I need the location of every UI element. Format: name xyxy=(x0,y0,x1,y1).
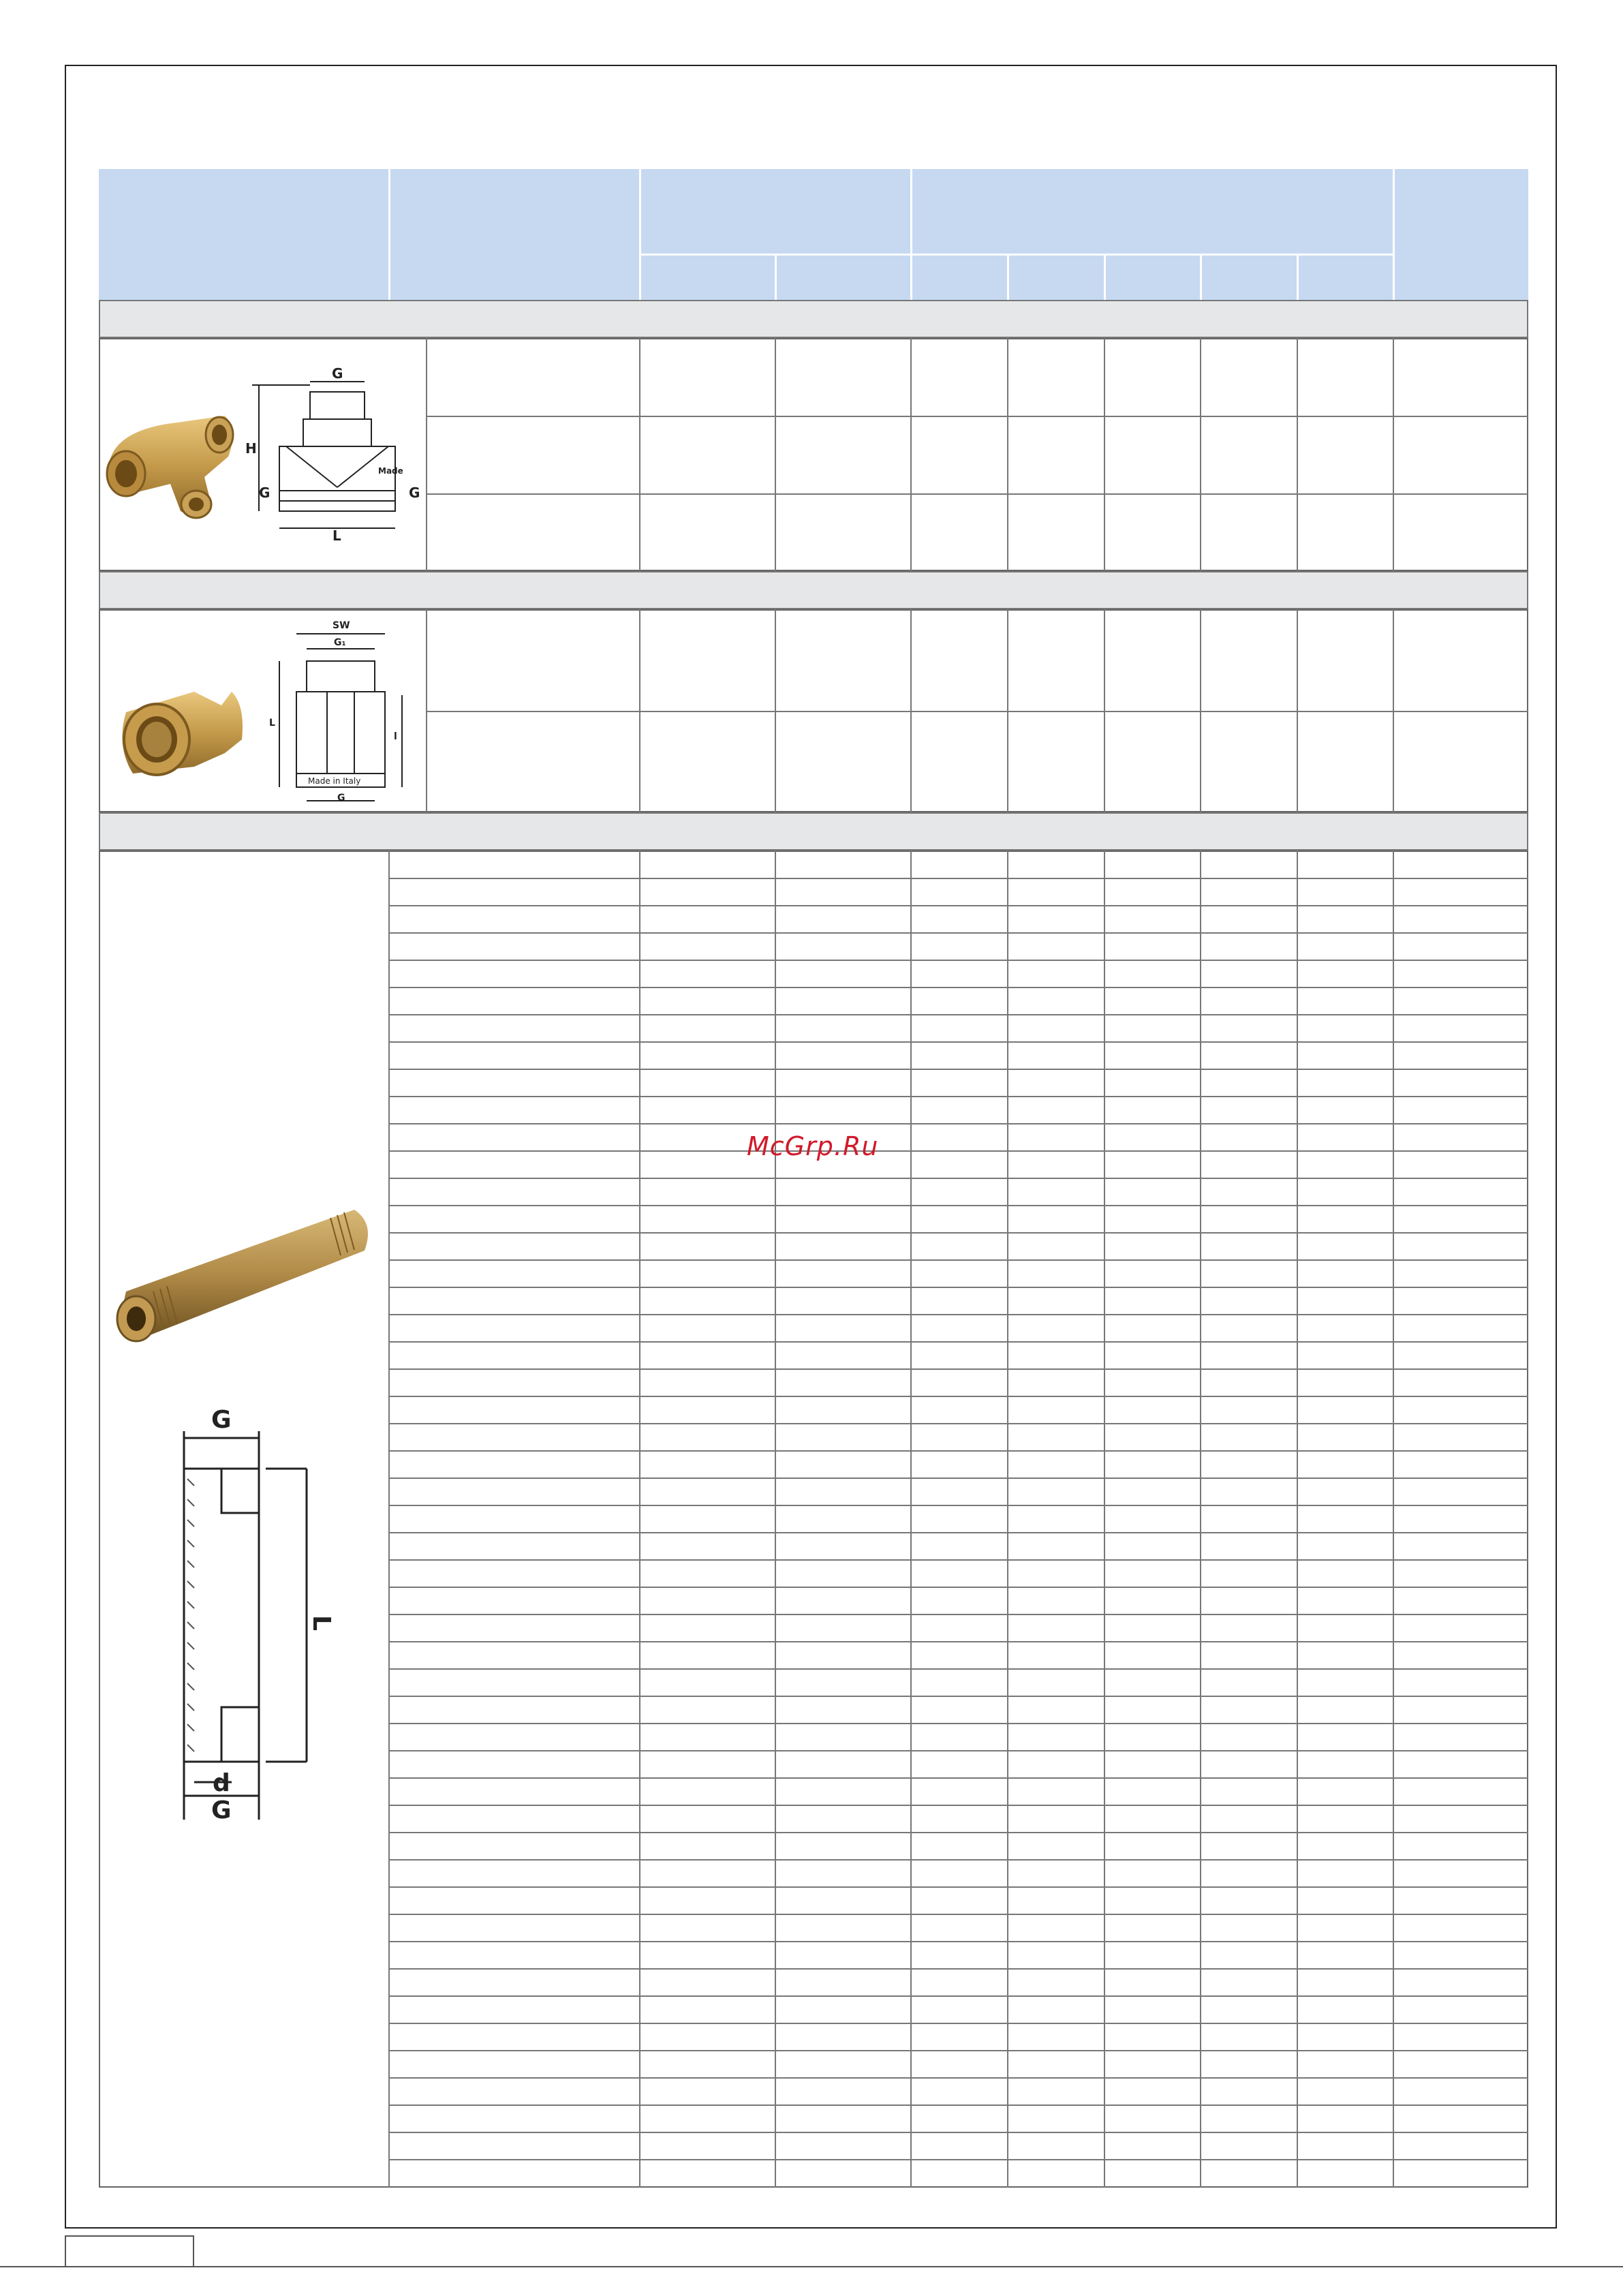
table-row xyxy=(388,1886,1528,1888)
table-row xyxy=(388,1232,1528,1234)
section-band-tee xyxy=(99,300,1528,338)
tee-label-stamp: Made xyxy=(378,466,403,476)
table-row xyxy=(388,1832,1528,1833)
brass-nipple-photo xyxy=(112,1196,378,1353)
tee-label-length: L xyxy=(333,527,341,544)
grid-column-line xyxy=(639,851,640,2188)
table-row xyxy=(388,878,1528,879)
table-row xyxy=(388,1423,1528,1424)
table-row xyxy=(388,1777,1528,1779)
table-row xyxy=(388,1368,1528,1370)
table-row xyxy=(388,960,1528,961)
table-row xyxy=(388,1995,1528,1997)
table-row xyxy=(388,1559,1528,1561)
tee-technical-drawing xyxy=(245,365,426,542)
table-row xyxy=(388,1587,1528,1588)
table-row xyxy=(388,1123,1528,1124)
table-row xyxy=(388,1287,1528,1288)
table-row xyxy=(388,1805,1528,1806)
grid-column-line xyxy=(1393,851,1394,2188)
nipple-label-length: L xyxy=(307,1615,335,1631)
watermark-text: McGrp.Ru xyxy=(747,1131,879,1161)
table-row xyxy=(388,2132,1528,2133)
table-row xyxy=(388,1696,1528,1697)
table-row xyxy=(388,2159,1528,2160)
tee-label-right: G xyxy=(409,485,420,501)
tee-label-left: G xyxy=(259,485,270,501)
grid-column-line xyxy=(1007,851,1008,2188)
reducer-label-top: SW xyxy=(333,620,350,631)
tee-label-top: G xyxy=(332,365,343,382)
table-row xyxy=(388,1641,1528,1642)
table-row xyxy=(388,1205,1528,1206)
nipple-label-inner: d xyxy=(213,1769,230,1797)
table-row xyxy=(388,1259,1528,1261)
table-row xyxy=(388,1314,1528,1315)
table-row xyxy=(388,2077,1528,2079)
table-row xyxy=(388,1478,1528,1479)
grid-column-line xyxy=(1104,851,1105,2188)
table-row xyxy=(388,1968,1528,1970)
table-row xyxy=(388,1396,1528,1397)
nipple-technical-drawing xyxy=(157,1404,335,1833)
reducer-label-thread: G₁ xyxy=(334,637,346,648)
brass-reducer-photo xyxy=(112,664,249,787)
grid-column-line xyxy=(1200,851,1201,2188)
tee-label-height: H xyxy=(245,440,257,457)
table-row xyxy=(388,1096,1528,1097)
reducer-label-stamp: Made in Italy xyxy=(308,776,361,786)
table-row xyxy=(388,1341,1528,1343)
table-row xyxy=(388,1859,1528,1861)
table-row xyxy=(388,1450,1528,1452)
table-row xyxy=(388,1069,1528,1070)
reducer-label-bottom: G xyxy=(337,793,345,803)
grid-column-line xyxy=(1297,851,1298,2188)
table-row xyxy=(388,932,1528,934)
grid-column-line xyxy=(910,851,912,2188)
table-row xyxy=(388,1750,1528,1751)
table-row xyxy=(388,905,1528,906)
table-row xyxy=(388,1041,1528,1043)
section-band-nipple xyxy=(99,812,1528,851)
table-row xyxy=(388,1668,1528,1670)
nipple-label-top: G xyxy=(211,1406,232,1434)
table-row xyxy=(388,2023,1528,2024)
table-row xyxy=(388,2104,1528,2106)
table-row xyxy=(388,1150,1528,1152)
table-row xyxy=(388,1723,1528,1724)
grid-column-line xyxy=(388,851,390,2188)
table-row xyxy=(388,1532,1528,1533)
table-row xyxy=(388,1178,1528,1179)
table-row xyxy=(388,1505,1528,1506)
table-row xyxy=(388,1941,1528,1942)
reducer-technical-drawing xyxy=(266,613,419,808)
nipple-label-bottom: G xyxy=(211,1796,232,1824)
grid-column-line xyxy=(775,851,776,2188)
section-band-reducer xyxy=(99,571,1528,609)
reducer-label-length: L xyxy=(269,718,275,729)
table-row xyxy=(388,2050,1528,2051)
brass-tee-photo xyxy=(102,402,238,525)
table-row xyxy=(388,1614,1528,1615)
reducer-label-depth: l xyxy=(394,731,397,742)
table-row xyxy=(388,987,1528,988)
table-row xyxy=(388,1914,1528,1915)
table-row xyxy=(388,1014,1528,1015)
